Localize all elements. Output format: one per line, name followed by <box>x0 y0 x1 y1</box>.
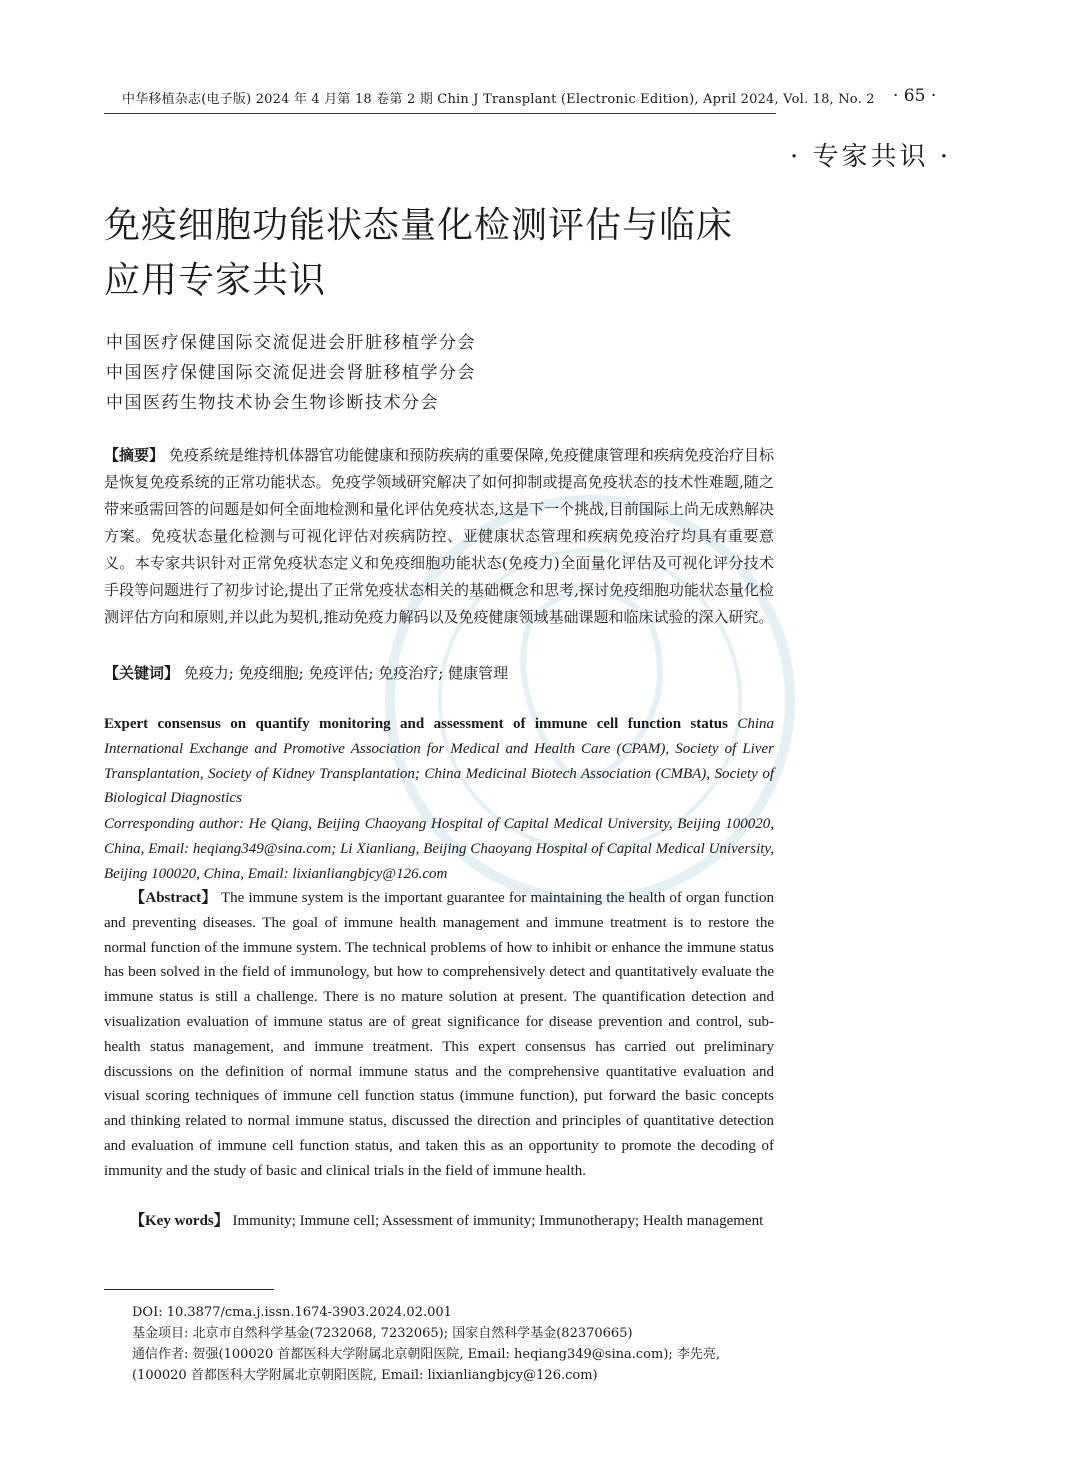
english-abstract <box>104 886 774 1184</box>
section-label: · 专家共识 · <box>790 142 952 172</box>
author-org: 中国医疗保健国际交流促进会肝脏移植学分会 <box>106 333 476 353</box>
abstract-label: 【摘要】 <box>104 446 165 464</box>
english-keywords <box>104 1209 774 1234</box>
title-line-1: 免疫细胞功能状态量化检测评估与临床 <box>104 205 734 246</box>
english-title: Expert consensus on quantify monitoring and assessment of immune cell function status <box>104 716 728 732</box>
footnote-divider <box>104 1289 274 1290</box>
author-list <box>106 328 476 418</box>
abstract-text: 免疫系统是维持机体器官功能健康和预防疾病的重要保障,免疫健康管理和疾病免疫治疗目标是恢复免疫系统的正常功能状态。免疫学领域研究解决了如何抑制或提高免疫状态的技术性难题,随之带来亟需回答的问题是如何全面地检测和量化评估免疫状态,这是下一个挑战,目前国际上尚无成熟解决方案。免疫状态量化检测与可视化评估对疾病防控、亚健康状态管理和疾病免疫治疗均具有重要意义。本专家共识针对正常免疫状态定义和免疫细胞功能状态(免疫力)全面量化评估及可视化评分技术手段等问题进行了初步讨论,提出了正常免疫状态相关的基础概念和思考,探讨免疫细胞功能状态量化检测评估方向和原则,并以此为契机,推动免疫力解码以及免疫健康领域基础课题和临床试验的深入研究。 <box>104 446 774 626</box>
header-divider <box>104 113 776 114</box>
english-keywords-text: Immunity; Immune cell; Assessment of immunity; Immunotherapy; Health management <box>232 1213 764 1229</box>
chinese-abstract <box>104 442 774 631</box>
author-org: 中国医药生物技术协会生物诊断技术分会 <box>106 393 439 413</box>
chinese-keywords <box>104 660 508 687</box>
article-title <box>104 198 824 308</box>
corresponding-cn-line: 通信作者: 贺强(100020 首都医科大学附属北京朝阳医院, Email: heqiang349@sina.com); 李先亮, (100020 首都医科大学附属北京朝阳医院, Email: lixianliangbjcy@126.com) <box>132 1347 721 1383</box>
corresponding-author: Corresponding author: He Qiang, Beijing Chaoyang Hospital of Capital Medical University, Beijing 100020, China, Email: heqiang349@sina.com; Li Xianliang, Beijing Chaoyang Hospital of Capital Medical University, Beijing 100020, China, Email: lixianliangbjcy@126.com <box>104 816 774 882</box>
english-title-block <box>104 712 774 811</box>
keywords-label: 【关键词】 <box>104 664 180 682</box>
english-abstract-text: The immune system is the important guarantee for maintaining the health of organ function and preventing diseases. The goal of immune health management and immune treatment is to restore the normal function of the immune system. The technical problems of how to inhibit or enhance the immune status has been solved in the field of immunology, but how to comprehensively detect and quantitatively evaluate the immune status is still a challenge. There is no mature solution at present. The quantification detection and visualization evaluation of immune status are of great significance for disease prevention and control, sub-health status management, and immune treatment. This expert consensus has carried out preliminary discussions on the definition of normal immune status and the comprehensive quantitative evaluation and visual scoring techniques of immune cell function status (immune function), put forward the basic concepts and thinking related to normal immune status, discussed the direction and principles of quantitative detection and evaluation of immune cell function status, and taken this as an opportunity to promote the decoding of immunity and the study of basic and clinical trials in the field of immune health. <box>104 890 775 1179</box>
english-abstract-label: 【Abstract】 <box>130 890 217 906</box>
doi-line: DOI: 10.3877/cma.j.issn.1674-3903.2024.02.001 <box>132 1305 452 1320</box>
journal-header: 中华移植杂志(电子版) 2024 年 4 月第 18 卷第 2 期 Chin J Transplant (Electronic Edition), April 2024, Vol. 18, No. 2 <box>122 92 875 107</box>
title-line-2: 应用专家共识 <box>104 260 327 301</box>
funding-line: 基金项目: 北京市自然科学基金(7232068, 7232065); 国家自然科学基金(82370665) <box>132 1326 633 1341</box>
page-number: · 65 · <box>893 86 937 106</box>
author-org: 中国医疗保健国际交流促进会肾脏移植学分会 <box>106 363 476 383</box>
english-affiliation: China International Exchange and Promotive Association for Medical and Health Care (CPAM), Society of Liver Transplantation, Society of Kidney Transplantation; China Medicinal Biotech Association (CMBA), Society of Biological Diagnostics <box>104 716 774 807</box>
keywords-text: 免疫力; 免疫细胞; 免疫评估; 免疫治疗; 健康管理 <box>183 664 509 682</box>
english-keywords-label: 【Key words】 <box>130 1213 229 1229</box>
footnotes <box>104 1302 776 1386</box>
